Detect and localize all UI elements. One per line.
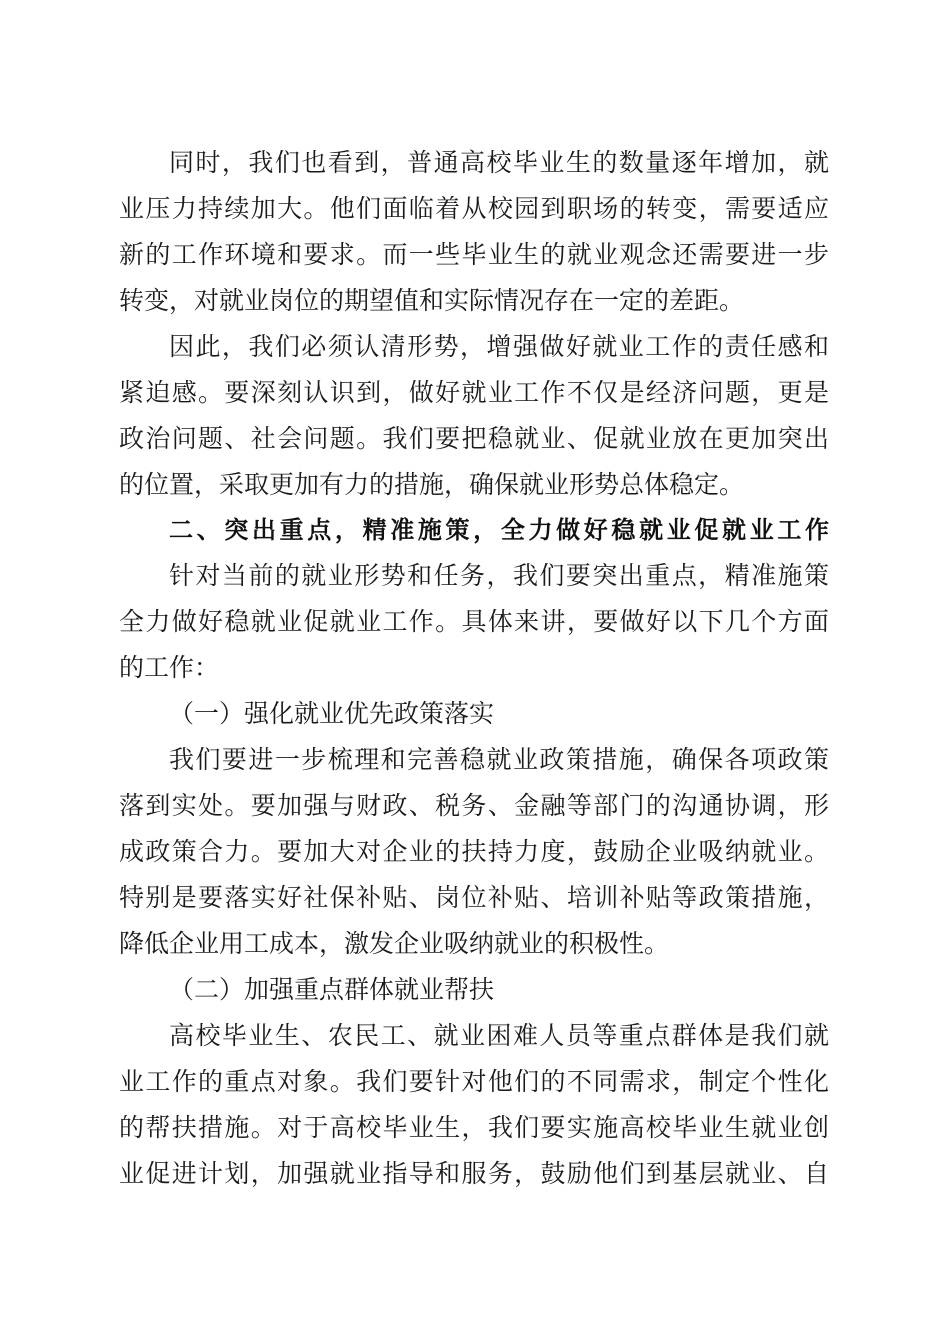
subheading-1: （一）强化就业优先政策落实 xyxy=(169,699,495,728)
paragraph-5-line-3: 的帮扶措施。对于高校毕业生，我们要实施高校毕业生就业创 xyxy=(119,1113,829,1142)
subheading-2: （二）加强重点群体就业帮扶 xyxy=(169,975,495,1004)
paragraph-5-line-4: 业促进计划，加强就业指导和服务，鼓励他们到基层就业、自 xyxy=(119,1159,829,1188)
paragraph-4-line-3: 成政策合力。要加大对企业的扶持力度，鼓励企业吸纳就业。 xyxy=(119,837,829,866)
paragraph-1-line-1: 同时，我们也看到，普通高校毕业生的数量逐年增加，就 xyxy=(169,148,829,177)
paragraph-3-line-2: 全力做好稳就业促就业工作。具体来讲，要做好以下几个方面 xyxy=(119,607,829,636)
paragraph-5-line-2: 业工作的重点对象。我们要针对他们的不同需求，制定个性化 xyxy=(119,1067,829,1096)
paragraph-4-line-4: 特别是要落实好社保补贴、岗位补贴、培训补贴等政策措施， xyxy=(119,883,829,912)
paragraph-1-line-4: 转变，对就业岗位的期望值和实际情况存在一定的差距。 xyxy=(119,286,745,315)
paragraph-2-line-3: 政治问题、社会问题。我们要把稳就业、促就业放在更加突出 xyxy=(119,424,829,453)
paragraph-2-line-2: 紧迫感。要深刻认识到，做好就业工作不仅是经济问题，更是 xyxy=(119,378,829,407)
paragraph-2-line-1: 因此，我们必须认清形势，增强做好就业工作的责任感和 xyxy=(169,332,829,361)
paragraph-3-line-1: 针对当前的就业形势和任务，我们要突出重点，精准施策 xyxy=(169,561,829,590)
paragraph-4-line-2: 落到实处。要加强与财政、税务、金融等部门的沟通协调，形 xyxy=(119,791,829,820)
paragraph-4-line-5: 降低企业用工成本，激发企业吸纳就业的积极性。 xyxy=(119,929,670,958)
paragraph-2-line-4: 的位置，采取更加有力的措施，确保就业形势总体稳定。 xyxy=(119,470,745,499)
paragraph-5-line-1: 高校毕业生、农民工、就业困难人员等重点群体是我们就 xyxy=(169,1021,829,1050)
paragraph-4-line-1: 我们要进一步梳理和完善稳就业政策措施，确保各项政策 xyxy=(169,745,829,774)
paragraph-3-line-3: 的工作： xyxy=(119,653,220,682)
paragraph-1-line-3: 新的工作环境和要求。而一些毕业生的就业观念还需要进一步 xyxy=(119,240,829,269)
paragraph-1-line-2: 业压力持续加大。他们面临着从校园到职场的转变，需要适应 xyxy=(119,194,829,223)
section-heading: 二、突出重点，精准施策，全力做好稳就业促就业工作 xyxy=(169,516,829,544)
